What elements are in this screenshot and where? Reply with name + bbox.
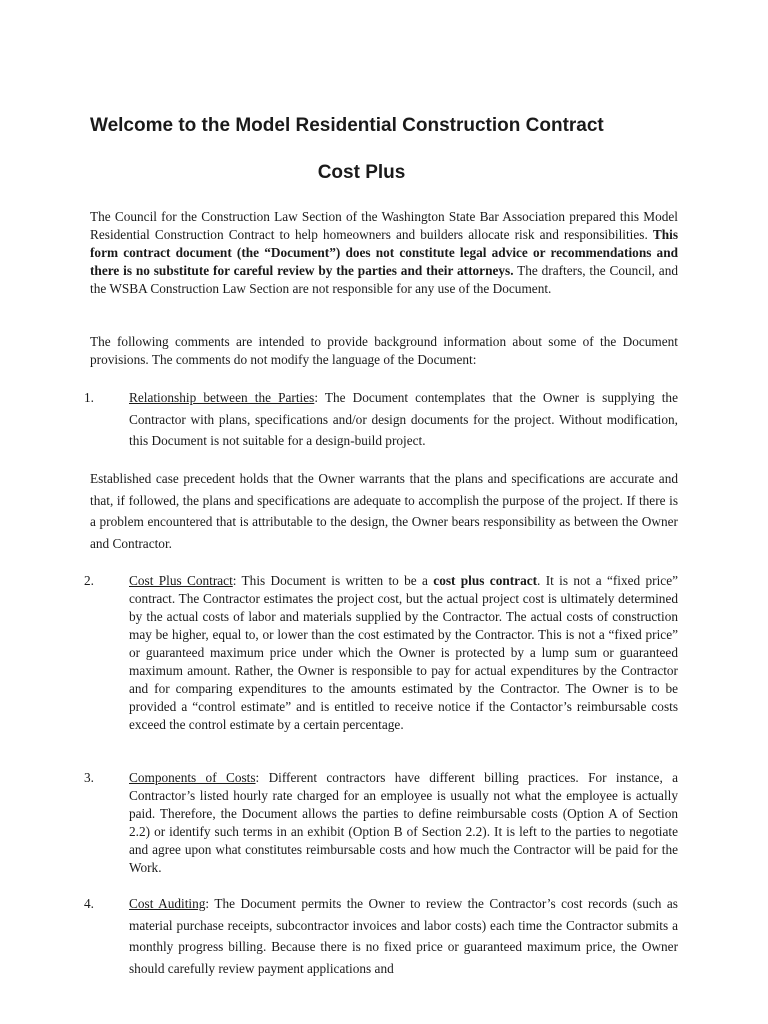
list-item-number: 4.: [84, 896, 94, 911]
intro-text-1: The Council for the Construction Law Section of the Washington State Bar Association prepared this Model Residential Construction Contract to help homeowners and builders allocate risk and responsibilities.: [90, 209, 678, 242]
list-item-heading: Components of Costs: [129, 770, 256, 785]
list-item-text: . It is not a “fixed price” contract. The Contractor estimates the project cost, but the actual project cost is ultimately determined by the actual costs of labor and materials supplied by the Contractor. The actual costs of construction may be higher, equal to, or lower than the cost estimated by the Contractor. This is not a “fixed price” or guaranteed maximum price under which the Owner is protected by a lump sum or guaranteed maximum amount. Rather, the Owner is responsible to pay for actual expenditures by the Contractor and for comparing expenditures to the amounts estimated by the Contractor. The Owner is to be provided a “control estimate” and is entitled to receive notice if the Contactor’s reimbursable costs exceed the control estimate by a certain percentage.: [129, 573, 678, 732]
intro-text-2: The drafters, the Council, and the WSBA Construction Law Section are not responsible for any use of the Document.: [90, 263, 678, 296]
list-item-text: : Different contractors have different billing practices. For instance, a Contractor’s listed hourly rate charged for an employee is usually not what the employee is actually paid. Therefore, the Document allows the parties to define reimbursable costs (Option A of Section 2.2) or identify such terms in an exhibit (Option B of Section 2.2). It is left to the parties to negotiate and agree upon what constitutes reimbursable costs and how much the Contractor will be paid for the Work.: [129, 770, 679, 875]
document-title: Welcome to the Model Residential Construction Contract: [90, 115, 604, 136]
list-item-heading: Relationship between the Parties: [129, 390, 315, 405]
list-item-text: : The Document contemplates that the Owner is supplying the Contractor with plans, specifications and/or design documents for the project. Without modification, this Document is not suitable for a design-build project.: [129, 390, 678, 448]
precedent-paragraph: Established case precedent holds that the Owner warrants that the plans and specifications are accurate and that, if followed, the plans and specifications are adequate to accomplish the purpose of the project. If there is a problem encountered that is attributable to the design, the Owner bears responsibility as between the Owner and Contractor.: [90, 471, 678, 551]
list-item-number: 2.: [84, 573, 94, 588]
list-item-bold: cost plus contract: [433, 573, 538, 588]
list-item-4: [84, 893, 678, 979]
list-item-heading: Cost Plus Contract: [129, 573, 233, 588]
list-item-text: : This Document is written to be a: [232, 573, 434, 588]
list-item-number: 3.: [84, 770, 94, 785]
list-item-text: : The Document permits the Owner to review the Contractor’s cost records (such as material purchase receipts, subcontractor invoices and labor costs) each time the Contractor submits a monthly progress billing. Because there is no fixed price or guaranteed maximum price, the Owner should carefully review payment applications and: [129, 896, 678, 976]
list-item-heading: Cost Auditing: [129, 896, 206, 911]
list-item-number: 1.: [84, 390, 94, 405]
comments-intro-paragraph: The following comments are intended to provide background information about some of the Document provisions. The comments do not modify the language of the Document:: [90, 334, 678, 367]
list-item-2: [84, 572, 678, 734]
document-subtitle: Cost Plus: [317, 162, 406, 183]
intro-disclaimer: This form contract document (the “Document”) does not constitute legal advice or recommendations and there is no substitute for careful review by the parties and their attorneys.: [90, 227, 678, 278]
list-item-1: [84, 387, 678, 452]
list-item-3: [84, 769, 679, 877]
intro-paragraph: [90, 208, 678, 298]
